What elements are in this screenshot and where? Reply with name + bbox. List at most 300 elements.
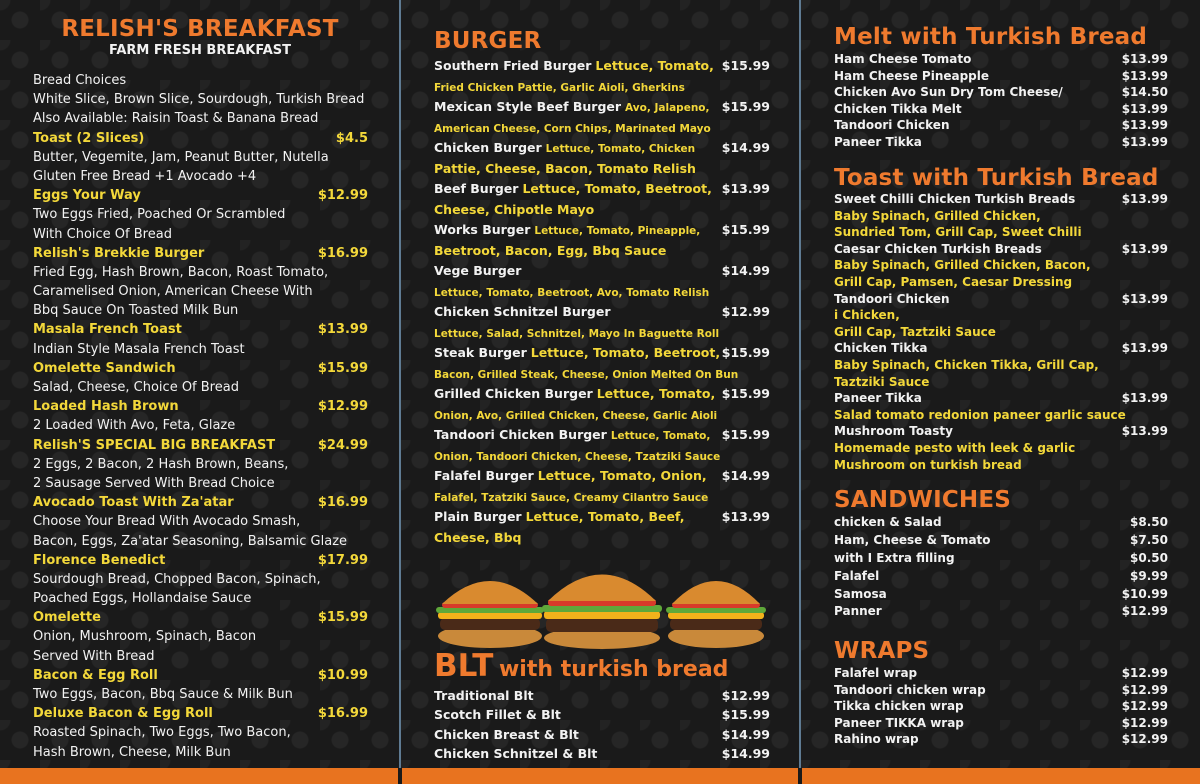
- item-text: [434, 261, 521, 282]
- menu-line: [434, 77, 770, 98]
- menu-line: [33, 627, 368, 646]
- menu-line: [434, 487, 770, 508]
- item-price: $12.99: [1121, 604, 1168, 619]
- item-price: $15.99: [317, 610, 368, 626]
- blt-title: [434, 648, 729, 684]
- item-price: $15.99: [721, 386, 770, 401]
- item-price: $13.99: [721, 181, 770, 196]
- item-name: Paneer Tikka: [834, 391, 922, 406]
- item-name: Vege Burger: [434, 263, 522, 278]
- item-price: $0.50: [1130, 550, 1168, 565]
- menu-line: [33, 205, 368, 224]
- menu-line: [434, 282, 770, 303]
- item-name: Grilled Chicken Burger: [434, 386, 593, 401]
- item-text: [434, 159, 696, 180]
- item-text: [434, 200, 594, 221]
- item-description: Fried Egg, Hash Brown, Bacon, Roast Tomato,: [33, 264, 329, 280]
- item-name: Ham Cheese Pineapple: [834, 68, 990, 83]
- item-description: Two Eggs, Bacon, Bbq Sauce & Milk Bun: [33, 687, 293, 702]
- item-description: Avo, Jalapeno,: [625, 102, 710, 114]
- menu-line: [33, 455, 368, 474]
- item-price: $15.99: [721, 58, 770, 73]
- menu-line: [834, 682, 1168, 699]
- menu-line: [434, 384, 770, 405]
- turkish-column: [802, 0, 1200, 768]
- item-name: Tikka chicken wrap: [834, 699, 964, 714]
- item-text: [434, 56, 714, 77]
- item-price: $14.99: [721, 745, 770, 761]
- item-description: Caramelised Onion, American Cheese With: [33, 284, 313, 300]
- item-price: $12.99: [1121, 699, 1168, 714]
- item-price: $13.99: [1121, 391, 1168, 406]
- menu-line: [834, 550, 1168, 568]
- item-name: Scotch Fillet & Blt: [434, 707, 561, 723]
- item-price: $13.99: [1121, 192, 1168, 206]
- menu-line: [834, 731, 1168, 748]
- item-description: With Choice Of Bread: [33, 226, 172, 242]
- item-description: Lettuce, Tomato, Beetroot, Avo, Tomato Relish: [434, 286, 710, 299]
- item-description: Lettuce, Tomato, Beetroot,: [530, 345, 721, 360]
- item-price: $15.99: [721, 707, 770, 723]
- item-description: Homemade pesto with leek & garlic: [834, 440, 1076, 455]
- item-description: Indian Style Masala French Toast: [33, 341, 245, 357]
- item-name: Ham, Cheese & Tomato: [834, 532, 991, 547]
- menu-line: [834, 208, 1168, 225]
- item-price: $13.99: [1121, 291, 1168, 306]
- item-name: Chicken Tikka: [834, 341, 928, 356]
- breakfast-title: RELISH'S BREAKFAST: [61, 16, 339, 42]
- menu-line: [834, 84, 1168, 101]
- menu-line: [434, 686, 770, 705]
- menu-line: [834, 134, 1168, 151]
- menu-line: [434, 138, 770, 159]
- item-text: [434, 302, 611, 323]
- item-text: [434, 77, 685, 99]
- item-name: Samosa: [834, 586, 887, 601]
- menu-line: [434, 323, 770, 344]
- menu-line: [33, 167, 368, 186]
- item-price: $14.99: [721, 263, 770, 278]
- item-text: [434, 97, 710, 119]
- burger-photo: [432, 560, 770, 650]
- item-name: Steak Burger: [434, 345, 527, 360]
- sandwiches-title: SANDWICHES: [834, 487, 1012, 513]
- item-description: Sourdough Bread, Chopped Bacon, Spinach,: [33, 571, 321, 587]
- item-name: Sweet Chilli Chicken Turkish Breads: [834, 192, 1076, 206]
- menu-line: [33, 704, 368, 723]
- item-description: 2 Loaded With Avo, Feta, Glaze: [33, 418, 236, 434]
- item-price: $10.99: [317, 667, 368, 683]
- menu-line: [834, 568, 1168, 586]
- menu-line: [33, 148, 368, 167]
- item-price: $8.50: [1130, 515, 1168, 529]
- item-name: Relish'S SPECIAL BIG BREAKFAST: [33, 437, 276, 453]
- item-description: Onion, Tandoori Chicken, Cheese, Tzatziki Sauce: [434, 450, 721, 463]
- menu-line: [434, 302, 770, 323]
- menu-line: [33, 301, 368, 320]
- item-description: Also Available: Raisin Toast & Banana Bread: [33, 111, 319, 127]
- menu-line: [834, 457, 1168, 474]
- menu-line: [434, 528, 770, 549]
- menu-line: [834, 715, 1168, 732]
- item-name: Chicken Avo Sun Dry Tom Cheese/: [834, 85, 1063, 100]
- item-name: Tandoori Chicken: [834, 118, 950, 133]
- item-description: Lettuce, Tomato, Beetroot,: [522, 181, 712, 196]
- item-price: $13.99: [1121, 424, 1168, 439]
- item-text: [434, 528, 521, 549]
- blt-list: [434, 686, 770, 763]
- menu-line: [834, 340, 1168, 357]
- item-price: $13.99: [1121, 68, 1168, 83]
- item-price: $13.99: [721, 509, 770, 524]
- item-name: Florence Benedict: [33, 552, 166, 568]
- item-text: [434, 118, 711, 140]
- item-name: Panner: [834, 604, 882, 619]
- item-name: Plain Burger: [434, 509, 522, 524]
- burger-title: BURGER: [434, 28, 542, 54]
- item-description: Choose Your Bread With Avocado Smash,: [33, 514, 301, 530]
- menu-line: [834, 241, 1168, 258]
- item-name: Omelette: [33, 610, 101, 626]
- item-description: Lettuce, Tomato,: [596, 386, 716, 401]
- item-price: $16.99: [317, 495, 368, 511]
- menu-line: [434, 241, 770, 262]
- burger-illustration: [666, 581, 766, 648]
- menu-line: [33, 359, 368, 378]
- item-description: Bacon, Grilled Steak, Cheese, Onion Melted On Bun: [434, 368, 739, 381]
- menu-line: [434, 364, 770, 385]
- menu-line: [434, 56, 770, 77]
- menu-line: [33, 570, 368, 589]
- menu-line: [33, 340, 368, 359]
- item-name: Chicken Tikka Melt: [834, 101, 962, 116]
- item-text: [434, 364, 738, 386]
- item-price: $13.99: [317, 322, 368, 338]
- item-description: Lettuce, Salad, Schnitzel, Mayo In Baguette Roll: [434, 327, 720, 340]
- melt-section: [834, 26, 1168, 151]
- item-price: $12.99: [317, 188, 368, 204]
- menu-line: [834, 698, 1168, 715]
- item-name: Ham Cheese Tomato: [834, 52, 972, 66]
- item-price: $12.99: [1121, 732, 1168, 747]
- item-description: Cheese, Bbq: [434, 529, 522, 545]
- item-name: Falafel: [834, 568, 880, 583]
- menu-line: [33, 474, 368, 493]
- burger-column: [402, 0, 800, 768]
- item-description: Lettuce, Tomato, Beef,: [525, 509, 685, 524]
- item-description: Butter, Vegemite, Jam, Peanut Butter, Nutella: [33, 149, 329, 165]
- item-description: Two Eggs Fried, Poached Or Scrambled: [33, 207, 286, 223]
- wraps-title: WRAPS: [834, 638, 930, 664]
- item-price: $24.99: [317, 437, 368, 453]
- item-price: $13.99: [1121, 52, 1168, 66]
- menu-line: [33, 71, 368, 90]
- item-name: Bacon & Egg Roll: [33, 667, 158, 683]
- menu-line: [834, 291, 1168, 308]
- item-description: Lettuce, Tomato, Chicken: [545, 143, 696, 155]
- item-price: $14.99: [721, 140, 770, 155]
- item-description: Hash Brown, Cheese, Milk Bun: [33, 744, 231, 760]
- item-price: $16.99: [317, 245, 368, 261]
- item-description: Baby Spinach, Chicken Tikka, Grill Cap,: [834, 357, 1099, 372]
- menu-line: [434, 425, 770, 446]
- item-description: Lettuce, Tomato, Pineapple,: [534, 225, 701, 237]
- item-text: [434, 425, 710, 447]
- item-description: Bbq Sauce On Toasted Milk Bun: [33, 303, 239, 319]
- menu-line: [834, 423, 1168, 440]
- item-text: [434, 405, 717, 427]
- toast-section: [834, 167, 1168, 473]
- item-price: $10.99: [1121, 586, 1168, 601]
- item-price: $9.99: [1130, 568, 1168, 583]
- menu-line: [33, 436, 368, 455]
- menu-line: [434, 97, 770, 118]
- item-name: Beef Burger: [434, 181, 519, 196]
- menu-line: [434, 220, 770, 241]
- item-text: [434, 384, 715, 405]
- menu-line: [834, 307, 1168, 324]
- item-price: $14.99: [721, 726, 770, 742]
- item-price: $12.99: [317, 399, 368, 415]
- item-description: Grill Cap, Taztziki Sauce: [834, 324, 996, 339]
- item-price: $4.5: [335, 130, 368, 146]
- menu-line: [434, 725, 770, 744]
- menu-line: [33, 109, 368, 128]
- menu-line: [33, 90, 368, 109]
- item-text: [434, 138, 695, 160]
- menu-line: [434, 343, 770, 364]
- item-name: Mexican Style Beef Burger: [434, 99, 622, 114]
- menu-line: [834, 374, 1168, 391]
- item-description: Poached Eggs, Hollandaise Sauce: [33, 591, 252, 607]
- item-price: $15.99: [721, 99, 770, 114]
- item-text: [434, 446, 720, 468]
- item-description: Fried Chicken Pattie, Garlic Aioli, Gherkins: [434, 81, 685, 94]
- item-price: $15.99: [317, 360, 368, 376]
- blt-title-main: BLT: [434, 648, 494, 684]
- menu-line: [834, 665, 1168, 682]
- item-name: Chicken Breast & Blt: [434, 726, 579, 742]
- melt-list: [834, 51, 1168, 151]
- item-description: Served With Bread: [33, 648, 155, 664]
- menu-line: [33, 685, 368, 704]
- item-text: [434, 507, 684, 528]
- wraps-list: [834, 665, 1168, 748]
- menu-line: [434, 507, 770, 528]
- item-price: $12.99: [1121, 682, 1168, 697]
- item-text: [434, 487, 708, 509]
- footer-bar: [0, 768, 1200, 784]
- item-description: Bread Choices: [33, 73, 127, 88]
- item-name: Loaded Hash Brown: [33, 399, 179, 415]
- item-description: Beetroot, Bacon, Egg, Bbq Sauce: [434, 242, 667, 258]
- item-name: Tandoori chicken wrap: [834, 682, 986, 697]
- melt-title: Melt with Turkish Bread: [834, 24, 1148, 50]
- item-price: $12.99: [721, 688, 770, 703]
- item-description: Salad tomato redonion paneer garlic sauce: [834, 407, 1126, 422]
- item-text: [434, 466, 707, 487]
- item-name: Toast (2 Slices): [33, 130, 145, 146]
- menu-line: [33, 647, 368, 666]
- menu-line: [834, 440, 1168, 457]
- item-name: with I Extra filling: [834, 550, 955, 565]
- menu-line: [33, 129, 368, 148]
- item-name: Paneer Tikka: [834, 134, 922, 149]
- menu-line: [434, 705, 770, 724]
- burger-illustration: [436, 581, 544, 648]
- sandwiches-list: [834, 514, 1168, 621]
- menu-line: [33, 551, 368, 570]
- item-price: $12.99: [721, 304, 770, 319]
- menu-line: [33, 416, 368, 435]
- item-name: Masala French Toast: [33, 322, 182, 338]
- menu-line: [33, 320, 368, 339]
- item-price: $16.99: [317, 706, 368, 722]
- menu-line: [834, 191, 1168, 208]
- footer-gap: [398, 768, 402, 784]
- item-description: Lettuce, Tomato,: [610, 430, 711, 442]
- menu-line: [33, 225, 368, 244]
- menu-line: [834, 603, 1168, 621]
- item-description: Onion, Mushroom, Spinach, Bacon: [33, 629, 257, 645]
- item-description: Grill Cap, Pamsen, Caesar Dressing: [834, 274, 1073, 289]
- item-name: Rahino wrap: [834, 732, 919, 747]
- item-name: Falafel wrap: [834, 666, 918, 680]
- menu-line: [834, 357, 1168, 374]
- menu-line: [33, 282, 368, 301]
- item-description: Cheese, Chipotle Mayo: [434, 201, 595, 217]
- item-text: [434, 220, 700, 242]
- item-description: Pattie, Cheese, Bacon, Tomato Relish: [434, 160, 696, 176]
- menu-line: [834, 257, 1168, 274]
- item-name: Relish's Brekkie Burger: [33, 245, 205, 261]
- item-name: Deluxe Bacon & Egg Roll: [33, 706, 213, 722]
- item-price: $15.99: [721, 345, 770, 360]
- item-description: White Slice, Brown Slice, Sourdough, Turkish Bread: [33, 92, 365, 108]
- item-text: [434, 323, 719, 345]
- menu-line: [834, 51, 1168, 68]
- menu-line: [33, 532, 368, 551]
- item-text: [434, 179, 712, 200]
- item-price: $15.99: [721, 427, 770, 442]
- item-description: Falafel, Tzatziki Sauce, Creamy Cilantro Sauce: [434, 491, 709, 504]
- item-description: 2 Eggs, 2 Bacon, 2 Hash Brown, Beans,: [33, 456, 289, 472]
- menu-line: [434, 261, 770, 282]
- menu-line: [33, 743, 368, 762]
- item-description: 2 Sausage Served With Bread Choice: [33, 475, 275, 491]
- item-name: Paneer TIKKA wrap: [834, 715, 964, 730]
- burger-illustration: [542, 575, 662, 650]
- menu-line: [834, 390, 1168, 407]
- menu-line: [33, 186, 368, 205]
- item-text: [434, 282, 709, 304]
- menu-line: [834, 324, 1168, 341]
- menu-line: [834, 514, 1168, 532]
- menu-line: [434, 159, 770, 180]
- item-price: $14.99: [721, 468, 770, 483]
- item-description: Baby Spinach, Grilled Chicken,: [834, 208, 1041, 223]
- burger-list: [434, 56, 770, 548]
- item-description: Mushroom on turkish bread: [834, 457, 1022, 472]
- item-description: Onion, Avo, Grilled Chicken, Cheese, Garlic Aioli: [434, 409, 718, 422]
- item-text: [434, 343, 720, 364]
- item-name: Southern Fried Burger: [434, 58, 592, 73]
- item-description: Taztziki Sauce: [834, 374, 930, 389]
- item-name: Tandoori Chicken: [834, 291, 950, 306]
- item-description: Gluten Free Bread +1 Avocado +4: [33, 168, 257, 184]
- item-name: Tandoori Chicken Burger: [434, 427, 607, 442]
- item-name: Falafel Burger: [434, 468, 534, 483]
- menu-line: [434, 179, 770, 200]
- item-name: Eggs Your Way: [33, 188, 141, 204]
- menu-line: [434, 405, 770, 426]
- menu-line: [434, 200, 770, 221]
- item-price: $13.99: [1121, 101, 1168, 116]
- item-price: $14.50: [1121, 85, 1168, 100]
- menu-line: [33, 263, 368, 282]
- breakfast-column: [0, 0, 400, 768]
- item-text: [434, 241, 666, 262]
- menu-line: [33, 378, 368, 397]
- item-name: Caesar Chicken Turkish Breads: [834, 241, 1042, 256]
- item-name: Chicken Schnitzel & Blt: [434, 745, 598, 761]
- item-price: $15.99: [721, 222, 770, 237]
- item-name: Works Burger: [434, 222, 531, 237]
- breakfast-list: [33, 71, 368, 762]
- menu-line: [33, 397, 368, 416]
- item-description: Lettuce, Tomato, Onion,: [537, 468, 707, 483]
- item-description: Sundried Tom, Grill Cap, Sweet Chilli: [834, 225, 1082, 240]
- menu-line: [834, 407, 1168, 424]
- menu-line: [834, 101, 1168, 118]
- item-price: $13.99: [1121, 134, 1168, 149]
- item-price: $13.99: [1121, 241, 1168, 256]
- item-price: $13.99: [1121, 118, 1168, 133]
- toast-title: Toast with Turkish Bread: [834, 165, 1159, 191]
- item-name: Traditional Blt: [434, 688, 534, 703]
- item-price: $17.99: [317, 552, 368, 568]
- item-name: Chicken Schnitzel Burger: [434, 304, 611, 319]
- menu-line: [33, 493, 368, 512]
- menu-line: [434, 466, 770, 487]
- menu-line: [834, 532, 1168, 550]
- menu-line: [434, 744, 770, 763]
- menu-line: [434, 118, 770, 139]
- item-description: American Cheese, Corn Chips, Marinated Mayo: [434, 122, 711, 135]
- menu-line: [834, 586, 1168, 604]
- item-name: Omelette Sandwich: [33, 360, 176, 376]
- menu-line: [33, 608, 368, 627]
- menu-line: [834, 274, 1168, 291]
- wraps-section: [834, 640, 1168, 748]
- item-description: Lettuce, Tomato,: [595, 58, 714, 73]
- menu-line: [33, 512, 368, 531]
- menu-line: [834, 224, 1168, 241]
- menu-line: [834, 68, 1168, 85]
- item-name: Mushroom Toasty: [834, 424, 953, 439]
- footer-gap: [798, 768, 802, 784]
- item-price: $12.99: [1121, 666, 1168, 680]
- item-price: $12.99: [1121, 715, 1168, 730]
- menu-line: [33, 244, 368, 263]
- blt-title-rest: with turkish bread: [498, 657, 729, 682]
- sandwiches-section: [834, 489, 1168, 621]
- item-price: $7.50: [1130, 532, 1168, 547]
- item-description: Baby Spinach, Grilled Chicken, Bacon,: [834, 258, 1091, 273]
- menu-line: [33, 589, 368, 608]
- item-name: chicken & Salad: [834, 515, 942, 529]
- menu-line: [33, 666, 368, 685]
